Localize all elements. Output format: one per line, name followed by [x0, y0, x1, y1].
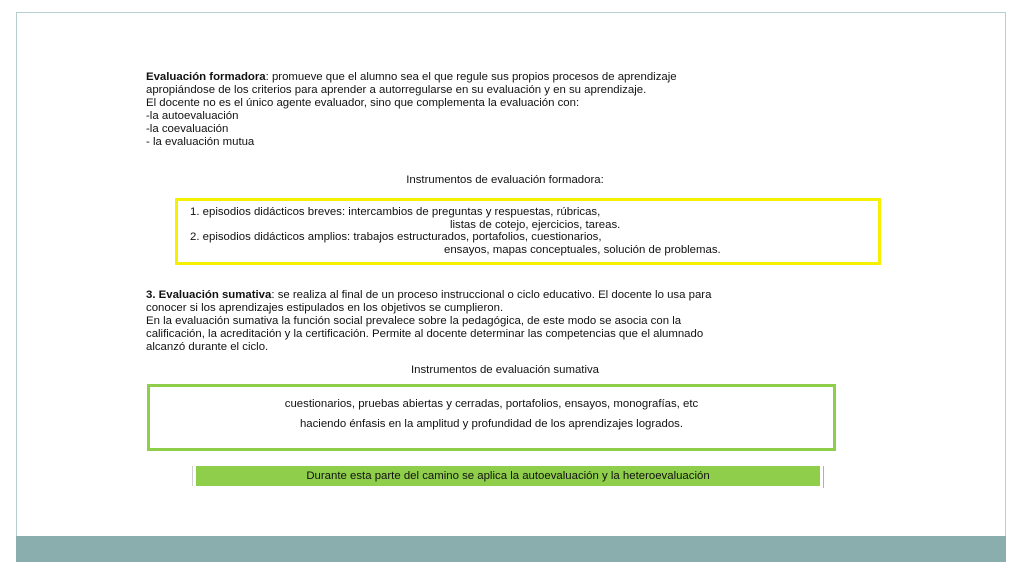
- sumativa-line-4: calificación, la acreditación y la certificación. Permite al docente determinar las competencias que el alumnado: [146, 328, 704, 340]
- formadora-line-2: apropiándose de los criterios para aprender a autorregularse en su evaluación y en su aprendizaje.: [146, 84, 647, 96]
- sumativa-line-3: En la evaluación sumativa la función social prevalece sobre la pedagógica, de este modo se asocia con la: [146, 315, 682, 327]
- banner-right-divider: [823, 466, 824, 488]
- formadora-bold-label: Evaluación formadora: [146, 71, 266, 83]
- sumativa-line-2: conocer si los aprendizajes estipulados en los objetivos se cumplieron.: [146, 302, 504, 314]
- formadora-line-5: -la coevaluación: [146, 123, 229, 135]
- formadora-line-6: - la evaluación mutua: [146, 136, 255, 148]
- formadora-line-1-text: : promueve que el alumno sea el que regule sus propios procesos de aprendizaje: [265, 71, 677, 83]
- instrumento-formadora-item-2b: ensayos, mapas conceptuales, solución de problemas.: [444, 244, 721, 256]
- sumativa-paragraph: [146, 289, 711, 354]
- footer-bar: [16, 536, 1006, 562]
- sumativa-bold-label: 3. Evaluación sumativa: [146, 289, 272, 301]
- instrumentos-sumativa-line-1: cuestionarios, pruebas abiertas y cerradas, portafolios, ensayos, monografías, etc: [284, 398, 699, 410]
- banner-left-divider: [192, 466, 193, 486]
- instrumento-formadora-item-1b: listas de cotejo, ejercicios, tareas.: [450, 219, 621, 231]
- formadora-line-4: -la autoevaluación: [146, 110, 239, 122]
- instrumentos-sumativa-line-2: haciendo énfasis en la amplitud y profundidad de los aprendizajes logrados.: [299, 418, 684, 430]
- sumativa-line-1: [146, 289, 711, 302]
- sumativa-line-5: alcanzó durante el ciclo.: [146, 341, 269, 353]
- formadora-line-3: El docente no es el único agente evaluador, sino que complementa la evaluación con:: [146, 97, 580, 109]
- formadora-line-1: [146, 71, 677, 84]
- instrumento-formadora-item-1a: 1. episodios didácticos breves: intercambios de preguntas y respuestas, rúbricas,: [190, 206, 601, 218]
- heteroevaluacion-banner: Durante esta parte del camino se aplica la autoevaluación y la heteroevaluación: [196, 466, 820, 486]
- formadora-paragraph: [146, 71, 677, 149]
- sumativa-line-1-text: : se realiza al final de un proceso instruccional o ciclo educativo. El docente lo usa para: [271, 289, 712, 301]
- instrumentos-sumativa-heading: Instrumentos de evaluación sumativa: [410, 364, 600, 376]
- instrumentos-formadora-heading: Instrumentos de evaluación formadora:: [406, 174, 604, 186]
- instrumento-formadora-item-2a: 2. episodios didácticos amplios: trabajos estructurados, portafolios, cuestionarios,: [190, 231, 602, 243]
